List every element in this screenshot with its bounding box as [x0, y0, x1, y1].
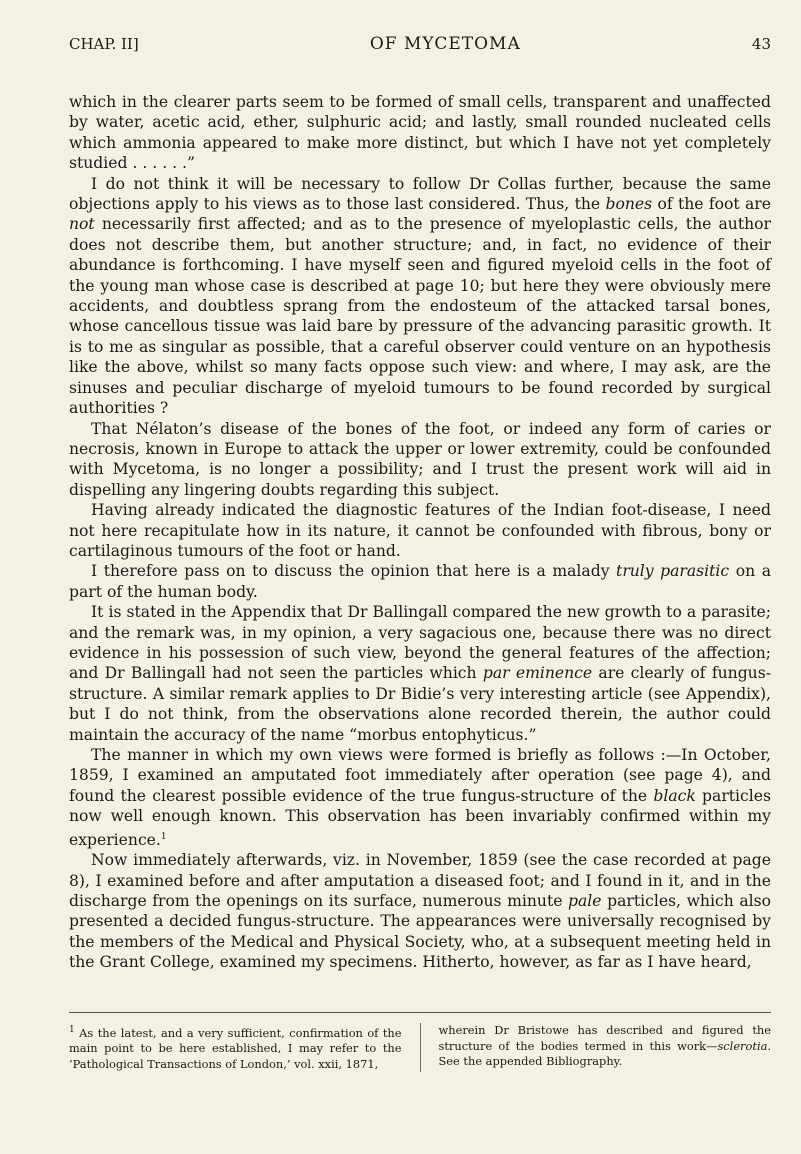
- italic-text: pale: [568, 892, 602, 911]
- text-run: See the appended Bibliography.: [438, 1054, 623, 1068]
- text-run: of the foot are: [652, 195, 771, 214]
- italic-text: par eminence: [482, 664, 593, 683]
- paragraph: [69, 850, 771, 972]
- body-text: [69, 92, 771, 973]
- paragraph: [69, 602, 771, 745]
- running-title: OF MYCETOMA: [369, 34, 521, 54]
- text-run: Having already indicated the diagnostic features of the Indian foot-disease, I need not here recapitulate how in its nature, it cannot be confounded with fibrous, bony or cartilaginous tumours of the foot or hand.: [69, 501, 771, 560]
- text-run: wherein Dr Bristowe has described and figured the structure of the bodies termed in this work—: [438, 1023, 771, 1053]
- footnote-left-column: [69, 1023, 402, 1072]
- text-run: particles now well enough known. This observation has been invariably confirmed within my experience.: [69, 786, 771, 849]
- text-run: are clearly of fungus-structure. A similar remark applies to Dr Bidie’s very interesting article (see Appendix), but I do not think, from the observations alone recorded therein, the author could maintain the accuracy of the name “morbus entophyticus.”: [69, 664, 771, 744]
- paragraph: [69, 561, 771, 602]
- chapter-label: CHAP. II]: [69, 35, 139, 53]
- text-run: on a part of the human body.: [69, 562, 771, 601]
- italic-text: truly parasitic: [616, 562, 730, 581]
- text-run: I therefore pass on to discuss the opinion that here is a malady: [91, 562, 617, 581]
- paragraph: [69, 174, 771, 419]
- text-run: As the latest, and a very sufficient, confirmation of the main point to be here established, I may refer to the ‘Pathological Transactions of London,’ vol. xxii, 1871,: [69, 1025, 402, 1071]
- running-header: [69, 34, 771, 70]
- paragraph: [69, 92, 771, 174]
- text-run: which in the clearer parts seem to be formed of small cells, transparent and unaffected by water, acetic acid, ether, sulphuric acid; and lastly, small rounded nucleated cells which ammonia appeared to make more distinct, but which I have not yet completely studied . . . . . .”: [69, 93, 771, 173]
- paragraph: [69, 745, 771, 850]
- footnote-marker: 1: [160, 831, 167, 842]
- text-run: The manner in which my own views were formed is briefly as follows :—In October, 1859, I examined an amputated foot immediately after operation (see page 4), and found the clearest possible evidence of the true fungus-structure of the: [69, 746, 771, 805]
- italic-text: sclerotia.: [717, 1038, 771, 1053]
- footnotes: [69, 1012, 771, 1072]
- paragraph: [69, 419, 771, 501]
- footnote-right-column: [439, 1023, 772, 1072]
- page-number: 43: [751, 35, 771, 53]
- footnote-marker: 1: [69, 1025, 75, 1035]
- text-run: necessarily first affected; and as to the presence of myeloplastic cells, the author does not describe them, but another structure; and, in fact, no evidence of their abundance is forthcoming. I have myself seen and figured myeloid cells in the foot of the young man whose case is described at page 10; but here they were obviously mere accidents, and doubtless sprang from the endosteum of the attacked tarsal bones, whose cancellous tissue was laid bare by pressure of the advancing parasitic growth. It is to me as singular as possible, that a careful observer could venture on an hypothesis like the above, whilst so many facts oppose such view: and where, I may ask, are the sinuses and peculiar discharge of myeloid tumours to be found recorded by surgical authorities ?: [69, 215, 771, 418]
- text-run: I do not think it will be necessary to follow Dr Collas further, because the same objections apply to his views as to those last considered. Thus, the: [69, 174, 771, 214]
- text-run: That Nélaton’s disease of the bones of the foot, or indeed any form of caries or necrosis, known in Europe to attack the upper or lower extremity, could be confounded with Mycetoma, is no longer a possibility; and I trust the present work will aid in dispelling any lingering doubts regarding this subject.: [69, 419, 771, 499]
- paragraph: [69, 500, 771, 561]
- text-run: Now immediately afterwards, viz. in November, 1859 (see the case recorded at page 8), I examined before and after amputation a diseased foot; and I found in it, and in the discharge from the openings on its surface, numerous minute: [69, 851, 771, 911]
- text-run: particles, which also presented a decided fungus-structure. The appearances were universally recognised by the members of the Medical and Physical Society, who, at a subsequent meeting held in the Grant College, examined my specimens. Hitherto, however, as far as I have heard,: [69, 892, 771, 972]
- text-run: It is stated in the Appendix that Dr Ballingall compared the new growth to a parasite; and the remark was, in my opinion, a very sagacious one, because there was no direct evidence in his possession of such view, beyond the general features of the affection; and Dr Ballingall had not seen the particles which: [69, 603, 771, 683]
- footnote-column-divider: [420, 1023, 421, 1072]
- italic-text: bones: [605, 195, 653, 214]
- italic-text: black: [653, 786, 696, 805]
- italic-text: not: [69, 215, 95, 234]
